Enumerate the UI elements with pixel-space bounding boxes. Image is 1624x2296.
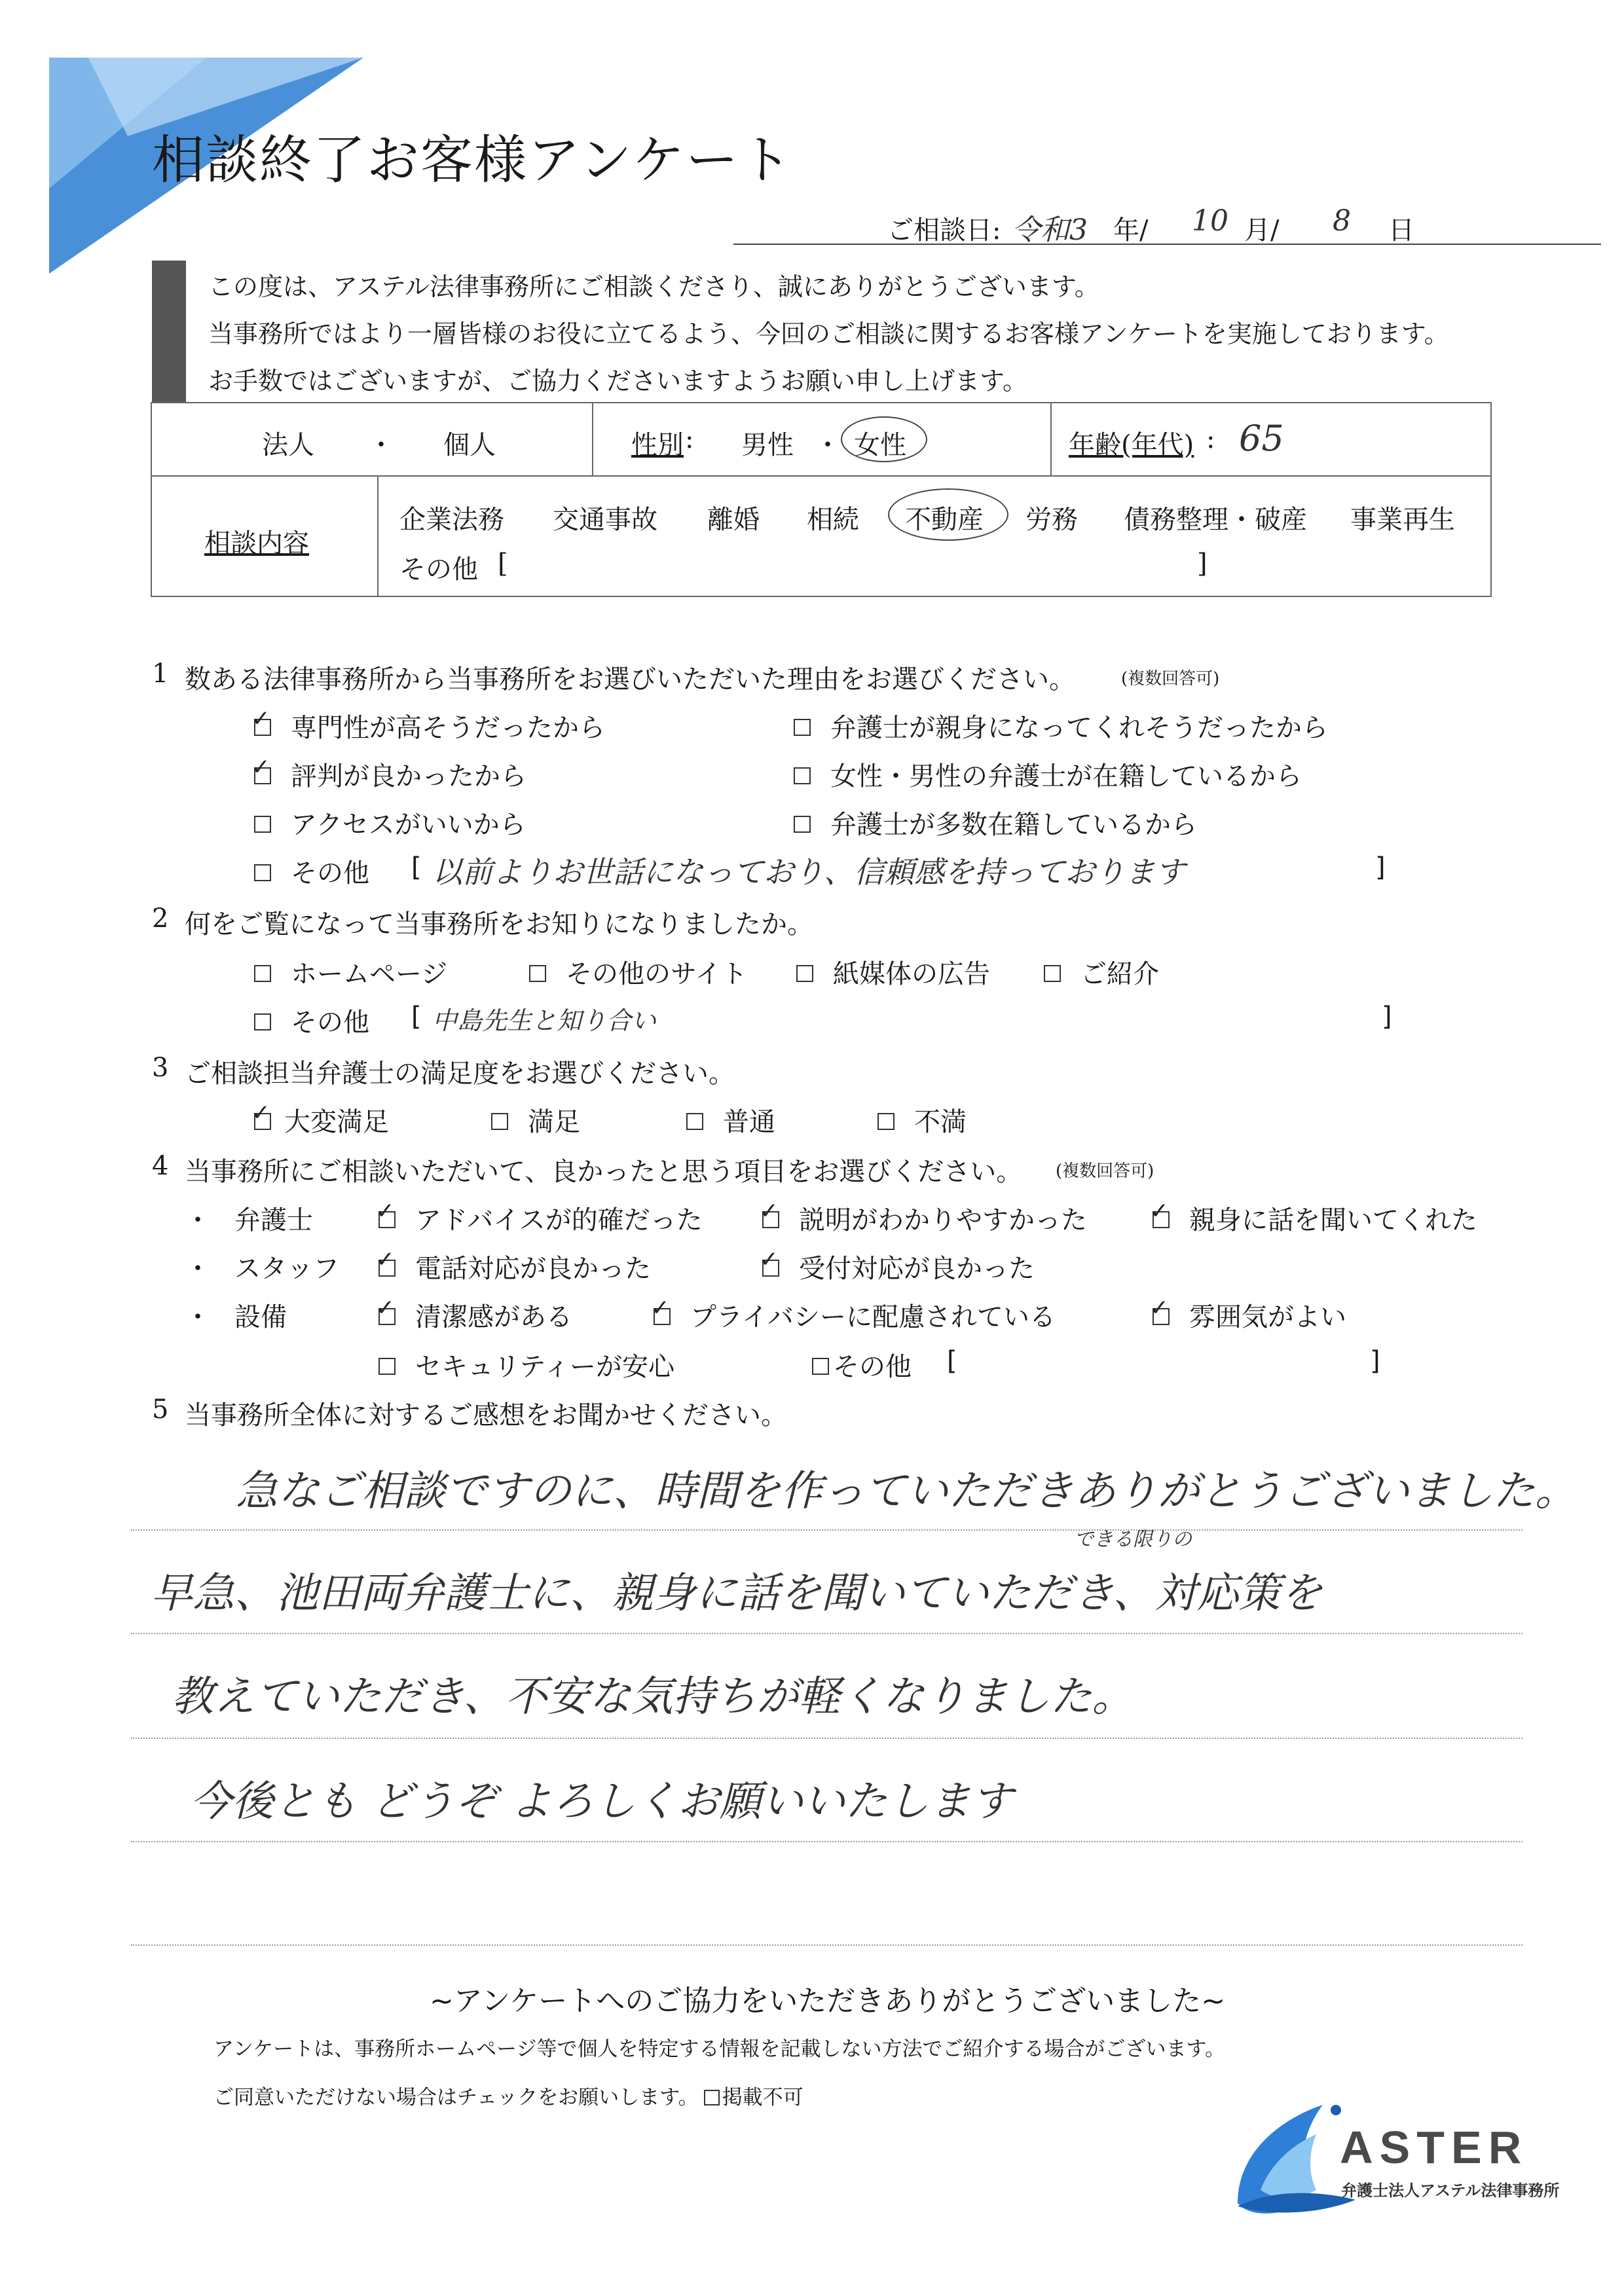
logo-subtitle: 弁護士法人アステル法律事務所 [1341, 2181, 1560, 2200]
q5-answer-line-4[interactable]: 今後とも どうぞ よろしくお願いいたします [190, 1777, 1013, 1826]
q1-option-other[interactable]: その他 [254, 852, 369, 890]
consult-other-label: その他 [399, 555, 478, 585]
q4-number: 4 [152, 1151, 169, 1181]
q2-option-print-ad[interactable]: 紙媒体の広告 [796, 953, 990, 991]
age-label: 年齢(年代) [1069, 430, 1194, 460]
bracket-close: ] [1382, 1002, 1392, 1032]
no-publish-label: 掲載不可 [722, 2086, 803, 2109]
checkbox[interactable] [254, 864, 271, 881]
q4-option-privacy[interactable]: ✓ プライバシーに配慮されている [651, 1295, 1056, 1332]
selected-circle [841, 416, 927, 462]
q2-option-homepage[interactable]: ホームページ [254, 953, 447, 991]
age-value[interactable]: 65 [1239, 418, 1284, 459]
q5-answer-line-3[interactable]: 教えていただき、不安な気持ちが軽くなりました。 [172, 1673, 1134, 1721]
consult-traffic-accident[interactable]: 交通事故 [553, 505, 657, 535]
q3-text: ご相談担当弁護士の満足度をお選びください。 [185, 1059, 735, 1089]
checkbox-checked[interactable]: ✓ [378, 1260, 396, 1277]
q4-text: 当事務所にご相談いただいて、良かったと思う項目をお選びください。 [185, 1157, 1023, 1187]
date-month[interactable]: 10 [1192, 204, 1228, 238]
q4-option-clean[interactable]: ✓ 清潔感がある [376, 1295, 572, 1332]
bullet: ・ [185, 1302, 211, 1332]
option-male[interactable]: 男性 [741, 430, 794, 460]
q1-number: 1 [152, 659, 169, 689]
table-divider [377, 475, 378, 597]
profile-table [151, 402, 1492, 597]
gender-colon: : [685, 424, 694, 454]
q1-text: 数ある法律事務所から当事務所をお選びいただいた理由をお選びください。 [185, 665, 1075, 695]
consult-label: 相談内容 [204, 528, 309, 558]
q4-lawyer-label: 弁護士 [234, 1205, 313, 1235]
dot-separator: ・ [815, 430, 841, 460]
date-underline [733, 244, 1601, 245]
q5-number: 5 [152, 1394, 169, 1425]
gender-label: 性別 [631, 430, 684, 460]
q1-option-caring[interactable]: 弁護士が親身になってくれそうだったから [794, 707, 1328, 744]
intro-accent-bar [152, 261, 186, 403]
q1-option-access[interactable]: アクセスがいいから [254, 804, 526, 841]
date-month-unit: 月/ [1244, 215, 1280, 246]
checkbox[interactable] [1044, 965, 1061, 982]
option-individual[interactable]: 個人 [443, 430, 496, 460]
date-era[interactable]: 令和3 [1012, 213, 1088, 247]
checkbox[interactable] [877, 1113, 895, 1130]
q2-option-other[interactable]: その他 [254, 1002, 369, 1039]
checkbox[interactable] [794, 719, 811, 736]
bullet: ・ [185, 1205, 211, 1235]
q4-option-explanation[interactable]: ✓ 説明がわかりやすかった [760, 1198, 1087, 1235]
no-publish-checkbox[interactable] [704, 2090, 720, 2105]
q4-option-other[interactable]: その他 [812, 1346, 912, 1383]
bracket-close: ] [1370, 1346, 1380, 1376]
q4-option-reception[interactable]: ✓ 受付対応が良かった [760, 1247, 1035, 1284]
selected-circle [888, 488, 1008, 541]
consult-inheritance[interactable]: 相続 [807, 505, 859, 535]
checkbox-checked[interactable]: ✓ [1153, 1211, 1170, 1228]
checkbox-checked[interactable]: ✓ [378, 1211, 396, 1228]
age-colon: : [1206, 424, 1215, 454]
q1-other-text[interactable]: 以前よりお世話になっており、信頼感を持っております [432, 854, 1185, 890]
checkbox[interactable] [254, 816, 271, 833]
footer-notice: アンケートは、事務所ホームページ等で個人を特定する情報を記載しない方法でご紹介する場合がございます。 [213, 2037, 1226, 2061]
checkbox-checked[interactable]: ✓ [654, 1308, 671, 1325]
option-corporate[interactable]: 法人 [262, 430, 314, 460]
checkbox[interactable] [378, 1358, 396, 1375]
checkbox[interactable] [254, 965, 271, 982]
table-divider [592, 403, 593, 475]
q4-option-listening[interactable]: ✓ 親身に話を聞いてくれた [1150, 1198, 1477, 1235]
q2-number: 2 [152, 903, 169, 934]
checkbox-checked[interactable]: ✓ [762, 1211, 779, 1228]
checkbox[interactable] [796, 965, 813, 982]
consult-corporate-law[interactable]: 企業法務 [399, 505, 504, 535]
q5-answer-insert[interactable]: できる限りの [1074, 1528, 1192, 1551]
q1-option-reputation[interactable]: ✓ 評判が良かったから [251, 754, 526, 792]
dot-separator: ・ [368, 430, 394, 460]
checkbox[interactable] [491, 1113, 508, 1130]
checkbox-checked[interactable]: ✓ [254, 767, 271, 784]
q5-answer-line-2[interactable]: 早急、池田両弁護士に、親身に話を聞いていただき、対応策を [151, 1569, 1323, 1618]
q1-option-many-lawyers[interactable]: 弁護士が多数在籍しているから [794, 804, 1197, 841]
checkbox-checked[interactable]: ✓ [254, 1113, 271, 1130]
checkbox-checked[interactable]: ✓ [762, 1260, 779, 1277]
q4-facility-label: 設備 [234, 1302, 287, 1332]
date-day-unit: 日 [1388, 215, 1414, 246]
checkbox-checked[interactable]: ✓ [378, 1308, 396, 1325]
footer-consent: ご同意いただけない場合はチェックをお願いします。 掲載不可 [213, 2086, 803, 2109]
checkbox-checked[interactable]: ✓ [1153, 1308, 1170, 1325]
intro-line-1: この度は、アステル法律事務所にご相談くださり、誠にありがとうございます。 [208, 272, 1099, 301]
consult-divorce[interactable]: 離婚 [707, 505, 760, 535]
q1-option-gender[interactable]: 女性・男性の弁護士が在籍しているから [794, 756, 1302, 793]
checkbox[interactable] [686, 1113, 703, 1130]
q1-note: (複数回答可) [1121, 669, 1220, 689]
bracket-open: [ [947, 1346, 957, 1376]
option-female[interactable]: 女性 [854, 430, 906, 460]
q2-text: 何をご覧になって当事務所をお知りになりましたか。 [185, 909, 813, 939]
q5-text: 当事務所全体に対するご感想をお聞かせください。 [185, 1400, 787, 1430]
answer-rule [131, 1738, 1522, 1739]
bracket-open: [ [411, 1002, 422, 1032]
date-year-unit: 年/ [1113, 215, 1149, 246]
q4-option-atmosphere[interactable]: ✓ 雰囲気がよい [1150, 1295, 1346, 1332]
table-divider [1050, 403, 1052, 475]
q3-number: 3 [152, 1053, 169, 1083]
checkbox-checked[interactable]: ✓ [254, 719, 271, 736]
q3-option-satisfied[interactable]: 満足 [491, 1101, 580, 1139]
consult-labor[interactable]: 労務 [1025, 505, 1078, 535]
footer-thanks: ~アンケートへのご協力をいただきありがとうございました~ [430, 1984, 1226, 2018]
q3-option-very-satisfied[interactable]: ✓ 大変満足 [251, 1100, 389, 1137]
q2-option-other-site[interactable]: その他のサイト [529, 953, 747, 991]
checkbox[interactable] [794, 767, 811, 784]
answer-rule [131, 1841, 1522, 1842]
q1-option-expertise[interactable]: ✓ 専門性が高そうだったから [251, 706, 605, 743]
logo-name: ASTER [1340, 2122, 1528, 2173]
q4-option-security[interactable]: セキュリティーが安心 [378, 1346, 674, 1383]
consult-debt-bankruptcy[interactable]: 債務整理・破産 [1124, 505, 1307, 535]
consult-date-label: ご相談日: [887, 215, 1001, 246]
q4-note: (複数回答可) [1056, 1161, 1154, 1181]
bullet: ・ [185, 1254, 211, 1284]
q3-option-neutral[interactable]: 普通 [686, 1101, 775, 1139]
date-day[interactable]: 8 [1333, 204, 1351, 238]
checkbox[interactable] [794, 816, 811, 833]
bracket-open: [ [498, 549, 508, 579]
intro-line-2: 当事務所ではより一層皆様のお役に立てるよう、今回のご相談に関するお客様アンケートを実施しております。 [208, 319, 1449, 348]
answer-rule [131, 1944, 1522, 1946]
checkbox[interactable] [812, 1358, 829, 1375]
bracket-close: ] [1197, 549, 1208, 579]
bracket-open: [ [411, 852, 422, 883]
checkbox[interactable] [254, 1013, 271, 1030]
bracket-close: ] [1375, 852, 1386, 883]
consult-business-rehab[interactable]: 事業再生 [1350, 505, 1455, 535]
intro-text [208, 263, 1449, 405]
q4-option-phone[interactable]: ✓ 電話対応が良かった [376, 1247, 651, 1284]
q4-option-advice[interactable]: ✓ アドバイスが的確だった [376, 1198, 703, 1235]
q5-answer-line-1[interactable]: 急なご相談ですのに、時間を作っていただきありがとうございました。 [236, 1467, 1577, 1516]
consult-real-estate[interactable]: 不動産 [905, 505, 984, 535]
checkbox[interactable] [529, 965, 546, 982]
page-title: 相談終了お客様アンケート [152, 130, 794, 191]
answer-rule [131, 1529, 1522, 1531]
q3-option-dissatisfied[interactable]: 不満 [877, 1101, 967, 1139]
answer-rule [131, 1633, 1522, 1634]
q4-staff-label: スタッフ [234, 1254, 339, 1284]
q2-other-text[interactable]: 中島先生と知り合い [432, 1006, 657, 1035]
intro-line-3: お手数ではございますが、ご協力くださいますようお願い申し上げます。 [208, 367, 1027, 395]
q2-option-referral[interactable]: ご紹介 [1044, 953, 1159, 991]
